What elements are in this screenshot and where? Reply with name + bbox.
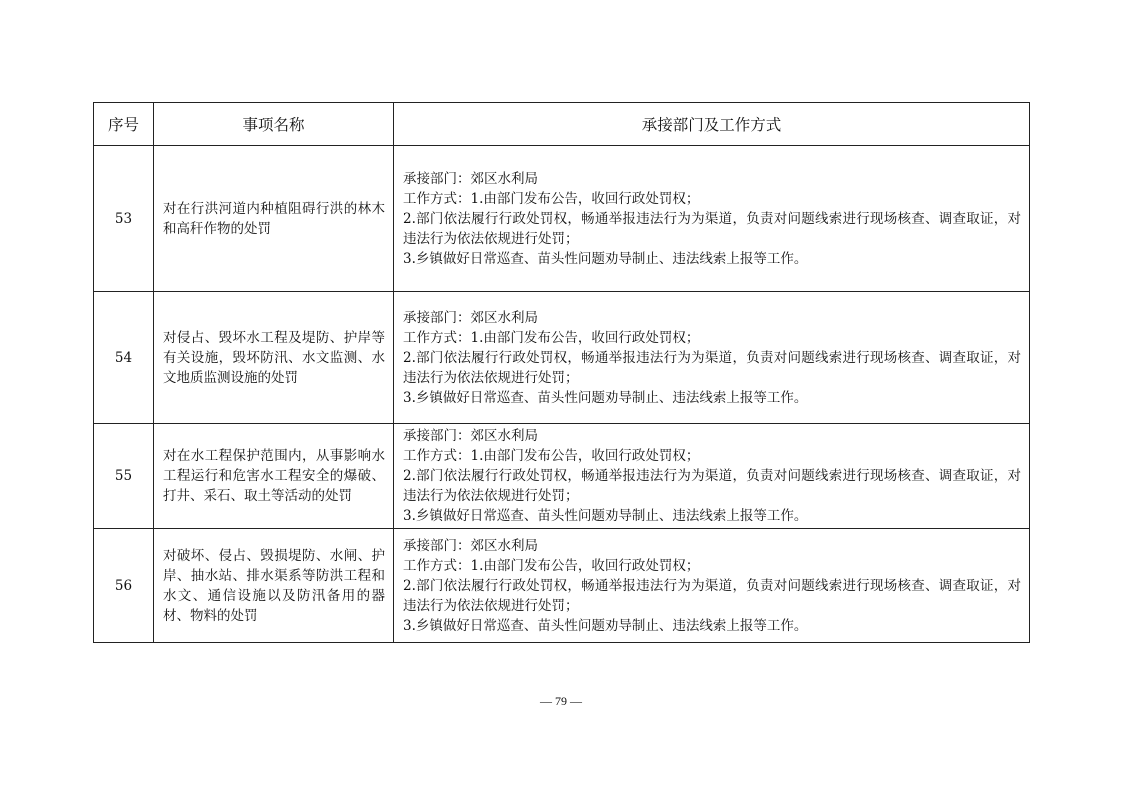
item-name-text: 对破坏、侵占、毁损堤防、水闸、护岸、抽水站、排水渠系等防洪工程和水文、通信设施以及防汛备用的器材、物料的处罚 — [163, 547, 385, 624]
header-serial: 序号 — [94, 103, 154, 146]
row-serial: 55 — [94, 424, 154, 529]
method-line: 工作方式：1.由部门发布公告，收回行政处罚权； — [403, 557, 700, 574]
row-details — [394, 529, 1030, 643]
row-serial: 56 — [94, 529, 154, 643]
row-item-name — [154, 292, 394, 424]
step3-line: 3.乡镇做好日常巡查、苗头性问题劝导制止、违法线索上报等工作。 — [403, 617, 808, 634]
table-row — [94, 146, 1030, 292]
step2-line: 2.部门依法履行行政处罚权，畅通举报违法行为为渠道，负责对问题线索进行现场核查、调查取证，对违法行为依法依规进行处罚； — [403, 349, 1021, 386]
step3-line: 3.乡镇做好日常巡查、苗头性问题劝导制止、违法线索上报等工作。 — [403, 508, 808, 524]
row-item-name — [154, 529, 394, 643]
row-item-name — [154, 424, 394, 529]
step3-line: 3.乡镇做好日常巡查、苗头性问题劝导制止、违法线索上报等工作。 — [403, 389, 808, 406]
header-item-name: 事项名称 — [154, 103, 394, 146]
method-line: 工作方式：1.由部门发布公告，收回行政处罚权； — [403, 329, 700, 346]
step2-line: 2.部门依法履行行政处罚权，畅通举报违法行为为渠道，负责对问题线索进行现场核查、调查取证，对违法行为依法依规进行处罚； — [403, 468, 1021, 504]
table-header-row — [94, 103, 1030, 146]
dept-line: 承接部门：郊区水利局 — [403, 428, 538, 444]
item-name-text: 对侵占、毁坏水工程及堤防、护岸等有关设施，毁坏防汛、水文监测、水文地质监测设施的处罚 — [163, 329, 385, 386]
table-row — [94, 529, 1030, 643]
row-details — [394, 424, 1030, 529]
row-item-name — [154, 146, 394, 292]
step2-line: 2.部门依法履行行政处罚权，畅通举报违法行为为渠道，负责对问题线索进行现场核查、调查取证，对违法行为依法依规进行处罚； — [403, 577, 1021, 614]
step2-line: 2.部门依法履行行政处罚权，畅通举报违法行为为渠道，负责对问题线索进行现场核查、调查取证，对违法行为依法依规进行处罚； — [403, 210, 1021, 247]
dept-line: 承接部门：郊区水利局 — [403, 309, 538, 326]
dept-line: 承接部门：郊区水利局 — [403, 537, 538, 554]
method-line: 工作方式：1.由部门发布公告，收回行政处罚权； — [403, 448, 700, 464]
row-details — [394, 292, 1030, 424]
page-number: — 79 — — [540, 694, 582, 708]
row-details — [394, 146, 1030, 292]
dept-line: 承接部门：郊区水利局 — [403, 170, 538, 187]
item-name-text: 对在水工程保护范围内，从事影响水工程运行和危害水工程安全的爆破、打井、采石、取土等活动的处罚 — [163, 448, 385, 504]
row-serial: 53 — [94, 146, 154, 292]
method-line: 工作方式：1.由部门发布公告，收回行政处罚权； — [403, 190, 700, 207]
table-row — [94, 292, 1030, 424]
item-name-text: 对在行洪河道内种植阻碍行洪的林木和高秆作物的处罚 — [163, 200, 385, 237]
header-dept-method: 承接部门及工作方式 — [394, 103, 1030, 146]
table-row — [94, 424, 1030, 529]
matters-table — [93, 102, 1030, 643]
row-serial: 54 — [94, 292, 154, 424]
step3-line: 3.乡镇做好日常巡查、苗头性问题劝导制止、违法线索上报等工作。 — [403, 250, 808, 267]
